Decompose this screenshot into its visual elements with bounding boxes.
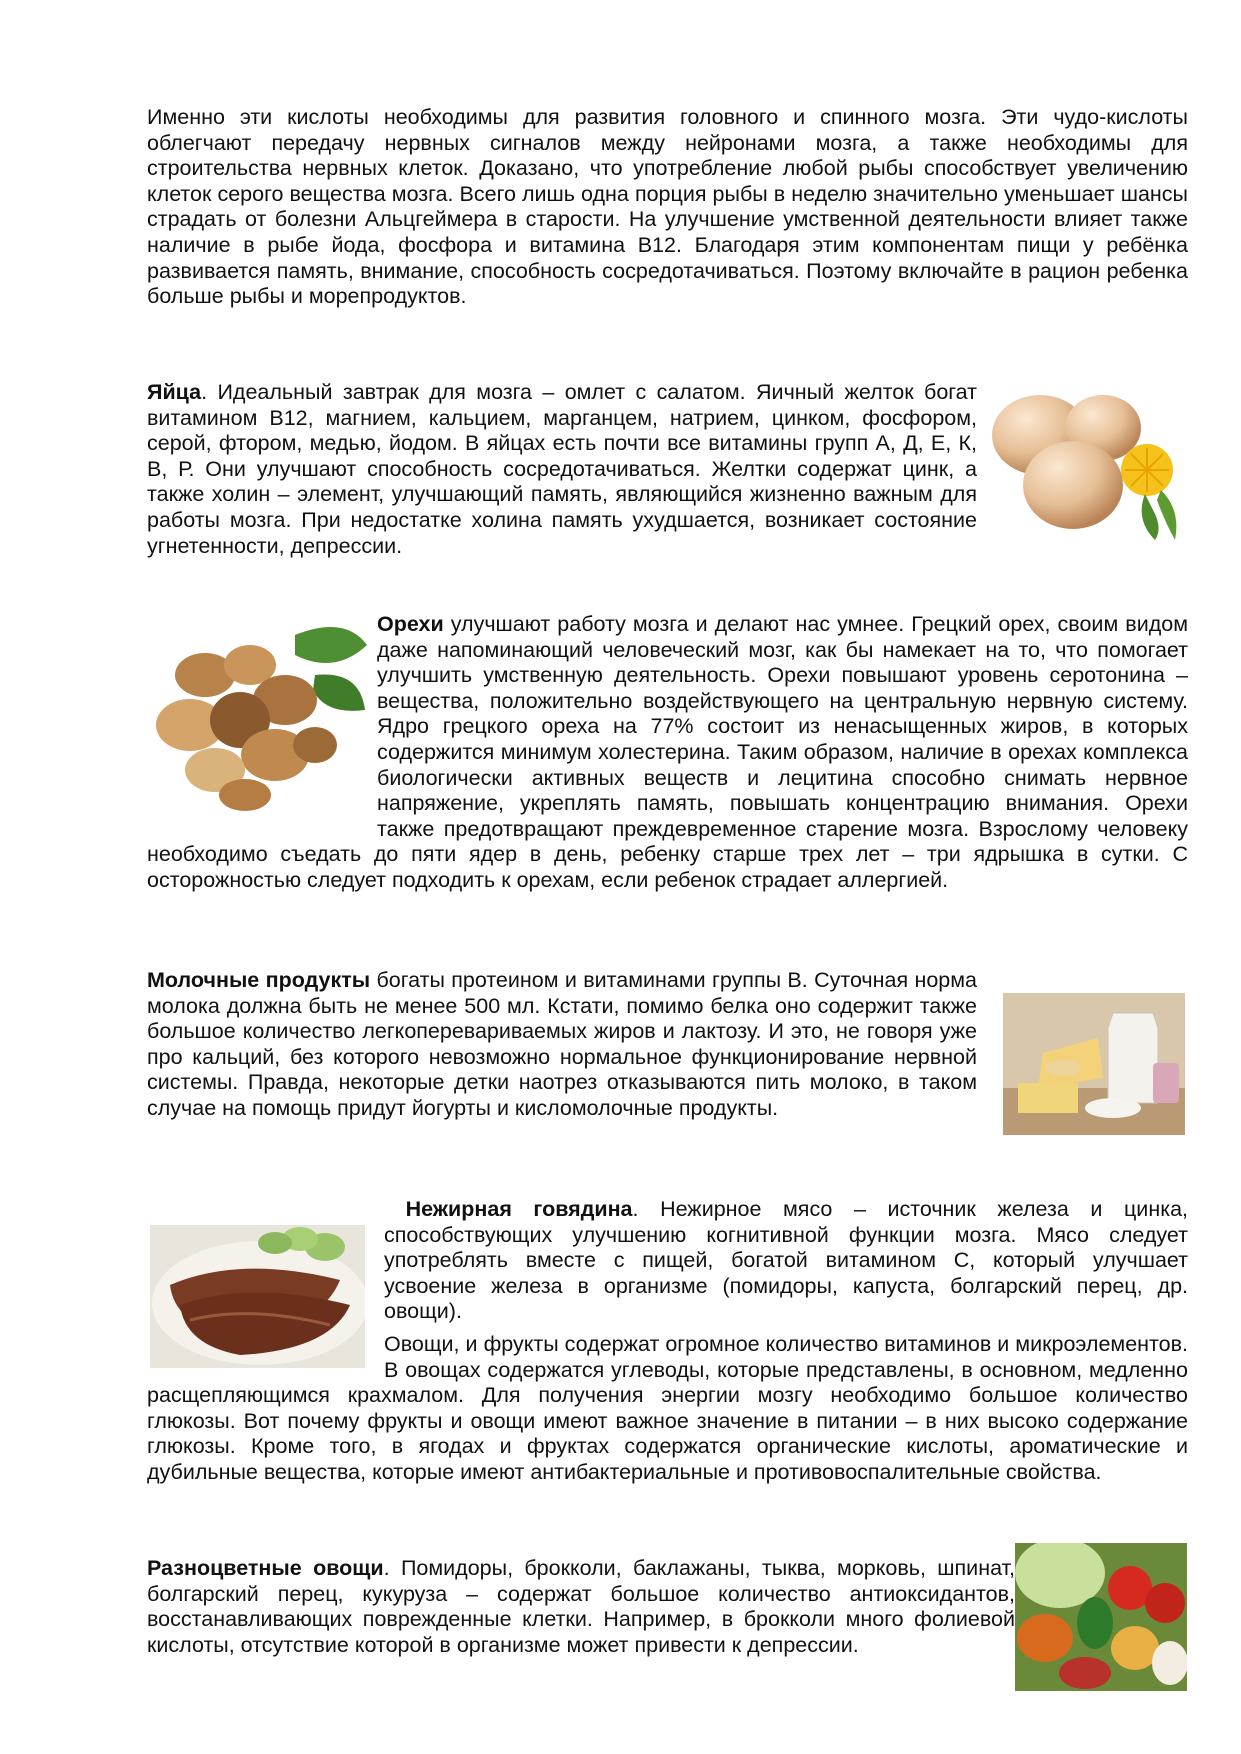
- dairy-heading: Молочные продукты: [147, 968, 371, 992]
- paragraph-dairy-text: богаты протеином и витаминами группы В. Суточная норма молока должна быть не менее 500 мл. Кстати, помимо белка оно содержит также большое количество легкоперевариваемых жиров и лактозу. И это, не говоря уже про кальций, без которого невозможно нормальное функционирование нервной системы. Правда, некоторые детки наотрез отказываются пить молоко, в таком случае на помощь придут йогурты и кисломолочные продукты.: [147, 968, 977, 1120]
- paragraph-fruits: [147, 1332, 1188, 1486]
- paragraph-eggs: [147, 380, 977, 559]
- paragraph-vegetables-text: . Помидоры, брокколи, баклажаны, тыква, морковь, шпинат, болгарский перец, кукуруза – содержат большое количество антиоксидантов, восстанавливающих поврежденные клетки. Например, в брокколи много фолиевой кислоты, отсутствие которой в организме может привести к депрессии.: [147, 1556, 1015, 1657]
- paragraph-fruits-text: Овощи, и фрукты содержат огромное количество витаминов и микроэлементов. В овощах содержатся углеводы, которые представлены, в основном, медленно расщепляющимся крахмалом. Для получения энергии мозгу необходимо большое количество глюкозы. Вот почему фрукты и овощи имеют важное значение в питании – в них высоко содержание глюкозы. Кроме того, в ягодах и фруктах содержатся органические кислоты, ароматические и дубильные вещества, которые имеют антибактериальные и противовоспалительные свойства.: [147, 1332, 1188, 1484]
- beef-heading: Нежирная говядина: [405, 1197, 633, 1221]
- paragraph-vegetables: [147, 1556, 1015, 1658]
- paragraph-dairy: [147, 968, 977, 1122]
- vegetables-heading: Разноцветные овощи: [147, 1556, 384, 1580]
- vegetables-image: [1015, 1543, 1187, 1691]
- paragraph-fish-text: Именно эти кислоты необходимы для развития головного и спинного мозга. Эти чудо-кислоты облегчают передачу нервных сигналов между нейронами мозга, а также необходимы для строительства нервных клеток. Доказано, что употребление любой рыбы способствует увеличению клеток серого вещества мозга. Всего лишь одна порция рыбы в неделю значительно уменьшает шансы страдать от болезни Альцгеймера в старости. На улучшение умственной деятельности влияет также наличие в рыбе йода, фосфора и витамина В12. Благодаря этим компонентам пищи у ребёнка развивается память, внимание, способность сосредотачиваться. Поэтому включайте в рацион ребенка больше рыбы и морепродуктов.: [147, 105, 1188, 309]
- eggs-heading: Яйца: [147, 380, 202, 404]
- nuts-image-spacer: [147, 612, 377, 827]
- dairy-image: [1003, 993, 1185, 1135]
- paragraph-nuts: [147, 612, 1188, 894]
- paragraph-nuts-text: улучшают работу мозга и делают нас умнее. Грецкий орех, своим видом даже напоминающий человеческий мозг, как бы намекает на то, что помогает улучшить умственную деятельность. Орехи повышают уровень серотонина – вещества, положительно воздействующего на центральную нервную систему. Ядро грецкого ореха на 77% состоит из ненасыщенных жиров, в которых содержится минимум холестерина. Таким образом, наличие в орехах комплекса биологически активных веществ и лецитина способно снимать нервное напряжение, укреплять память, повышать концентрацию внимания. Орехи также предотвращают преждевременное старение мозга. Взрослому человеку необходимо съедать до пяти ядер в день, ребенку старше трех лет – три ядрышка в сутки. С осторожностью следует подходить к орехам, если ребенок страдает аллергией.: [147, 612, 1188, 892]
- beef-image-spacer-2: [147, 1332, 384, 1382]
- paragraph-eggs-text: . Идеальный завтрак для мозга – омлет с салатом. Яичный желток богат витамином В12, магнием, кальцием, марганцем, натрием, цинком, фосфором, серой, фтором, медью, йодом. В яйцах есть почти все витамины групп А, Д, Е, К, В, Р. Они улучшают способность сосредотачиваться. Желтки содержат цинк, а также холин – элемент, улучшающий память, являющийся жизненно важным для работы мозга. При недостатке холина память ухудшается, возникает состояние угнетенности, депрессии.: [147, 380, 977, 558]
- paragraph-fish: [147, 105, 1188, 310]
- nuts-heading: Орехи: [377, 612, 444, 636]
- paragraph-beef-text: . Нежирное мясо – источник железа и цинка, способствующих улучшению когнитивной функции мозга. Мясо следует употреблять вместе с пищей, богатой витамином С, который улучшает усвоение железа в организме (помидоры, капуста, болгарский перец, др. овощи).: [384, 1197, 1188, 1324]
- eggs-image: [985, 390, 1185, 550]
